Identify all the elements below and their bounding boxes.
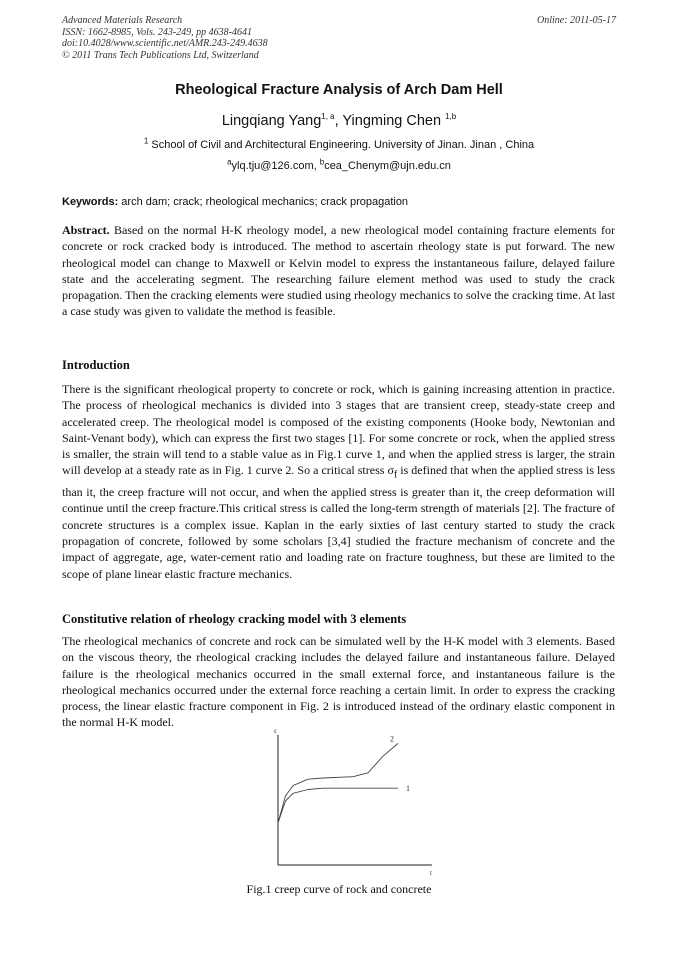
email-line [0, 157, 678, 172]
keywords-label: Keywords: [62, 196, 119, 208]
introduction-heading: Introduction [62, 358, 130, 372]
journal-doi: doi:10.4028/www.scientific.net/AMR.243-249.4638 [62, 38, 268, 49]
journal-issn: ISSN: 1662-8985, Vols. 243-249, pp 4638-4641 [62, 26, 252, 38]
email-a-sup: a [227, 157, 232, 167]
introduction-text-part2: is defined that when the applied stress is less than it, the creep fracture will not occur, and when the applied stress is greater than it, the creep deformation will continue until the creep fracture.This critical stress is called the long-term strength of materials [2]. The fracture of concrete structures is a complex issue. Kaplan in the early sixties of last century started to study the crack propagation of concrete, followed by some scholars [3,4] studied the fracture mechanism of concrete and the impact of aggregate, age, water-cement ratio and loading rate on fracture toughness, but these are limited to the scope of plane linear elastic fracture mechanics. [62, 463, 616, 581]
constitutive-heading: Constitutive relation of rheology cracking model with 3 elements [62, 612, 407, 626]
figure-caption: Fig.1 creep curve of rock and concrete [246, 882, 432, 896]
journal-copyright: © 2011 Trans Tech Publications Ltd, Switzerland [62, 49, 259, 61]
abstract-label: Abstract. [62, 223, 110, 237]
affiliation-sup: 1 [143, 136, 149, 146]
abstract-text: Based on the normal H-K rheology model, a new rheological model containing fracture elements for concrete or rock cracked body is introduced. The method to ascertain rheology state is put forward. The new rheological model can change to Maxwell or Kelvin model to express the instantaneous failure, delayed failure state and the accelerating segment. The researching failure element method was used to study the crack propagation. Then the cracking elements were studied using rheology mechanics to solve the cracking time. At last a case study was given to validate the method is feasible. [62, 223, 615, 319]
author-1-sup: 1, a [321, 112, 335, 122]
series-line-2 [278, 743, 398, 822]
author-1: Lingqiang Yang [221, 113, 322, 129]
introduction-text-part1: There is the significant rheological property to concrete or rock, which is gaining increasing attention in practice. The process of rheological mechanics is divided into 3 stages that are transient creep, steady-state creep and accelerated creep. The rheological model is composed of the existing components (Hooke body, Newtonian and Saint-Venant body), which can express the first two stages [1]. For some concrete or rock, when the applied stress is smaller, the strain will tend to a stable value as in Fig.1 curve 1, and when the applied stress is larger, the strain will develop at a steady rate as in Fig. 1 curve 2. So a critical stress σ [62, 382, 615, 478]
keywords [62, 196, 615, 208]
email-b: cea_Chenym@ujn.edu.cn [324, 160, 451, 172]
abstract [62, 222, 615, 320]
series-label-1: 1 [406, 784, 410, 794]
email-a: ylq.tju@126.com, [231, 160, 320, 172]
constitutive-text: The rheological mechanics of concrete and rock can be simulated well by the H-K model with 3 elements. Based on the viscous theory, the rheological cracking includes the delayed failure and instantaneous failure. Delayed failure is the rheological mechanics occurred in the small external force, and instantaneous failure is the rheological mechanics occurred under the external force reaching a certain limit. In order to express the cracking process, the linear elastic fracture component in Fig. 2 is introduced instead of the ordinary elastic component in the normal H-K model. [62, 634, 615, 730]
sigma-subscript: f [393, 469, 398, 481]
x-axis-label: t [430, 869, 432, 877]
series-line-1 [278, 788, 398, 823]
series-label-2: 2 [390, 734, 394, 744]
keywords-text: arch dam; crack; rheological mechanics; crack propagation [118, 196, 409, 208]
y-axis-label: ε [274, 727, 277, 735]
journal-header [62, 15, 268, 61]
author-2: Yingming Chen [342, 113, 442, 129]
affiliation [0, 136, 678, 151]
journal-name: Advanced Materials Research [62, 15, 183, 26]
author-2-sup: 1,b [445, 112, 457, 122]
affiliation-text: School of Civil and Architectural Engineering. University of Jinan. Jinan , China [151, 139, 535, 151]
online-date: Online: 2011-05-17 [537, 15, 616, 26]
email-b-sup: b [319, 157, 325, 167]
author-separator: , [334, 113, 343, 129]
paper-title: Rheological Fracture Analysis of Arch Dam Hell [175, 82, 503, 98]
author-line [0, 113, 678, 129]
creep-curve-chart [270, 727, 440, 879]
introduction-text [62, 381, 615, 582]
